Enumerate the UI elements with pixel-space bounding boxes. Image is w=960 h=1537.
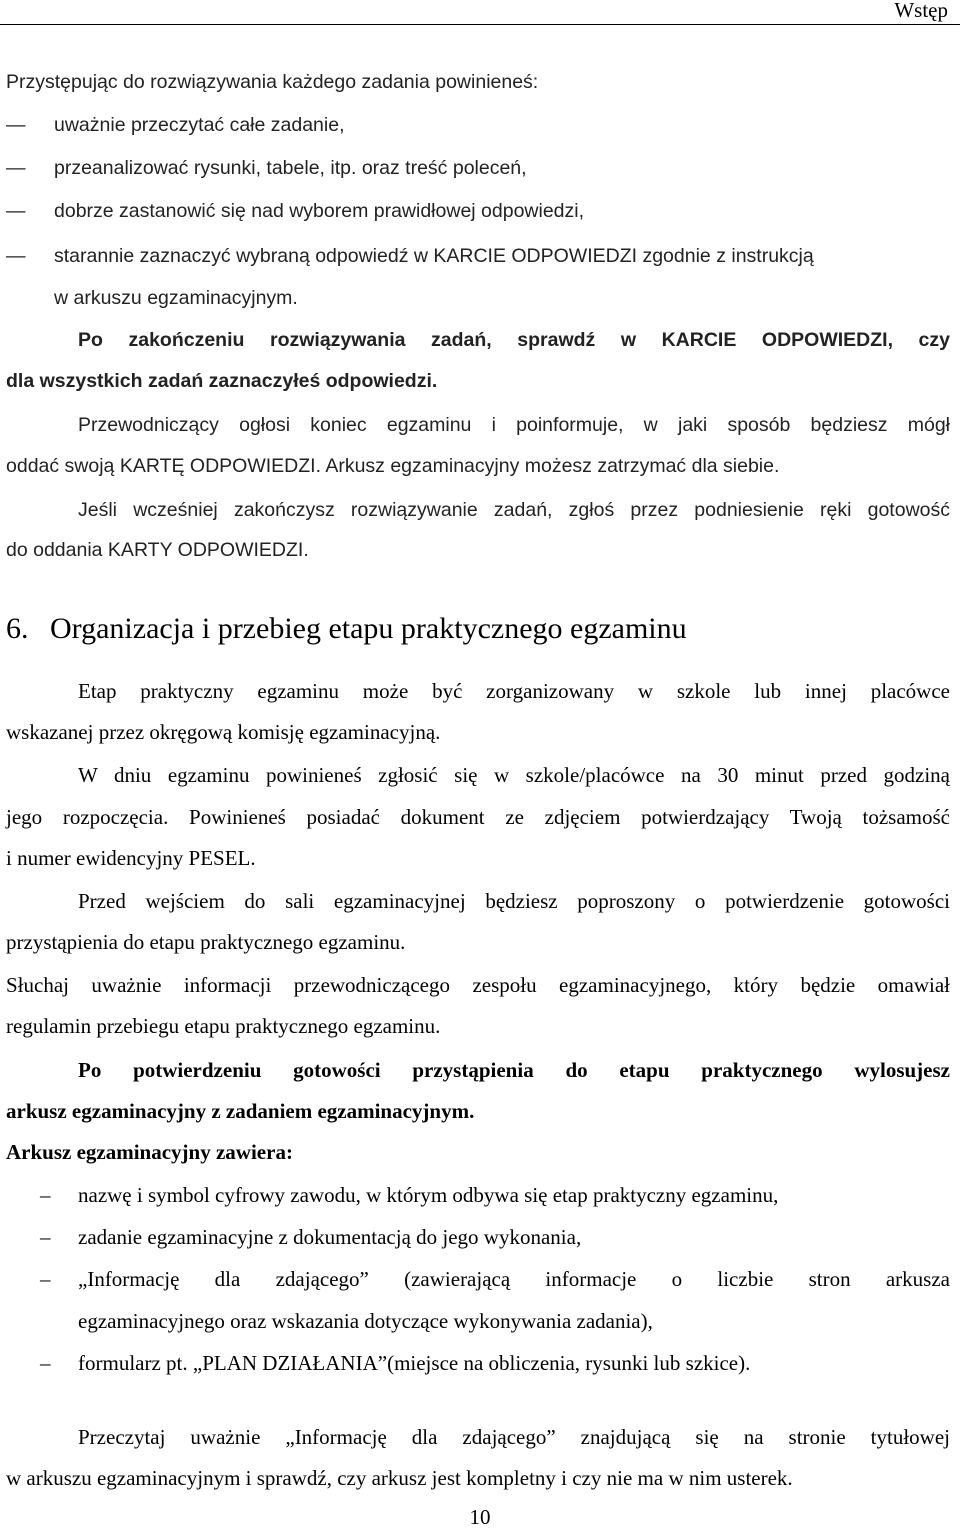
list-item: dobrze zastanowić się nad wyborem prawidłowej odpowiedzi, <box>54 200 585 222</box>
dash-icon: — <box>6 200 26 222</box>
section-bold-line-1: Po potwierdzeniu gotowości przystąpienia do etapu praktycznego wylosujesz <box>78 1058 950 1082</box>
page-number: 10 <box>469 1505 491 1529</box>
section-paragraph-1-line-1: Etap praktyczny egzaminu może być zorganizowany w szkole lub innej placówce <box>78 679 950 703</box>
dash-icon: — <box>6 157 26 179</box>
final-paragraph-line-2: w arkuszu egzaminacyjnym i sprawdź, czy arkusz jest kompletny i czy nie ma w nim usterek. <box>6 1466 793 1490</box>
list-item: formularz pt. „PLAN DZIAŁANIA”(miejsce na obliczenia, rysunki lub szkice). <box>78 1351 751 1375</box>
list-item: nazwę i symbol cyfrowy zawodu, w którym odbywa się etap praktyczny egzaminu, <box>78 1183 779 1207</box>
section-paragraph-1-line-2: wskazanej przez okręgową komisję egzaminacyjną. <box>6 720 441 744</box>
section-paragraph-3-line-1: Przed wejściem do sali egzaminacyjnej będziesz poproszony o potwierdzenie gotowości <box>78 889 950 913</box>
list-heading: Arkusz egzaminacyjny zawiera: <box>6 1140 293 1164</box>
intro-paragraph-1-line-1: Przewodniczący ogłosi koniec egzaminu i poinformuje, w jaki sposób będziesz mógł <box>78 414 950 436</box>
list-item-continuation: w arkuszu egzaminacyjnym. <box>54 287 298 309</box>
intro-paragraph-2-line-1: Jeśli wcześniej zakończysz rozwiązywanie zadań, zgłoś przez podniesienie ręki gotowość <box>78 499 950 521</box>
section-number: 6. <box>6 612 29 645</box>
dash-icon: – <box>40 1267 51 1291</box>
page-header <box>0 0 960 25</box>
dash-icon: — <box>6 245 26 267</box>
intro-bold-line-2: dla wszystkich zadań zaznaczyłeś odpowiedzi. <box>6 370 438 392</box>
section-paragraph-2-line-3: i numer ewidencyjny PESEL. <box>6 846 256 870</box>
section-paragraph-2-line-2: jego rozpoczęcia. Powinieneś posiadać dokument ze zdjęciem potwierdzający Twoją tożsamość <box>6 805 950 829</box>
dash-icon: – <box>40 1351 51 1375</box>
intro-lead: Przystępując do rozwiązywania każdego zadania powinieneś: <box>6 71 539 93</box>
section-paragraph-3-line-2: przystąpienia do etapu praktycznego egzaminu. <box>6 930 406 954</box>
list-item: „Informację dla zdającego” (zawierającą informacje o liczbie stron arkusza <box>78 1267 950 1291</box>
dash-icon: – <box>40 1225 51 1249</box>
dash-icon: – <box>40 1183 51 1207</box>
list-item-continuation: egzaminacyjnego oraz wskazania dotyczące wykonywania zadania), <box>78 1309 653 1333</box>
list-item: starannie zaznaczyć wybraną odpowiedź w KARCIE ODPOWIEDZI zgodnie z instrukcją <box>54 245 814 267</box>
intro-paragraph-1-line-2: oddać swoją KARTĘ ODPOWIEDZI. Arkusz egzaminacyjny możesz zatrzymać dla siebie. <box>6 455 780 477</box>
final-paragraph-line-1: Przeczytaj uważnie „Informację dla zdającego” znajdującą się na stronie tytułowej <box>78 1425 950 1449</box>
list-item: uważnie przeczytać całe zadanie, <box>54 114 345 136</box>
section-paragraph-4-line-2: regulamin przebiegu etapu praktycznego egzaminu. <box>6 1014 441 1038</box>
section-paragraph-4-line-1: Słuchaj uważnie informacji przewodniczącego zespołu egzaminacyjnego, który będzie omawiał <box>6 973 950 997</box>
section-heading <box>6 607 687 651</box>
header-title: Wstęp <box>894 0 948 22</box>
section-title: Organizacja i przebieg etapu praktycznego egzaminu <box>50 612 687 645</box>
list-item: przeanalizować rysunki, tabele, itp. oraz treść poleceń, <box>54 157 527 179</box>
dash-icon: — <box>6 114 26 136</box>
section-bold-line-2: arkusz egzaminacyjny z zadaniem egzaminacyjnym. <box>6 1099 475 1123</box>
list-item: zadanie egzaminacyjne z dokumentacją do jego wykonania, <box>78 1225 582 1249</box>
intro-paragraph-2-line-2: do oddania KARTY ODPOWIEDZI. <box>6 539 309 561</box>
intro-bold-line-1: Po zakończeniu rozwiązywania zadań, sprawdź w KARCIE ODPOWIEDZI, czy <box>78 329 950 351</box>
section-paragraph-2-line-1: W dniu egzaminu powinieneś zgłosić się w szkole/placówce na 30 minut przed godziną <box>78 763 950 787</box>
